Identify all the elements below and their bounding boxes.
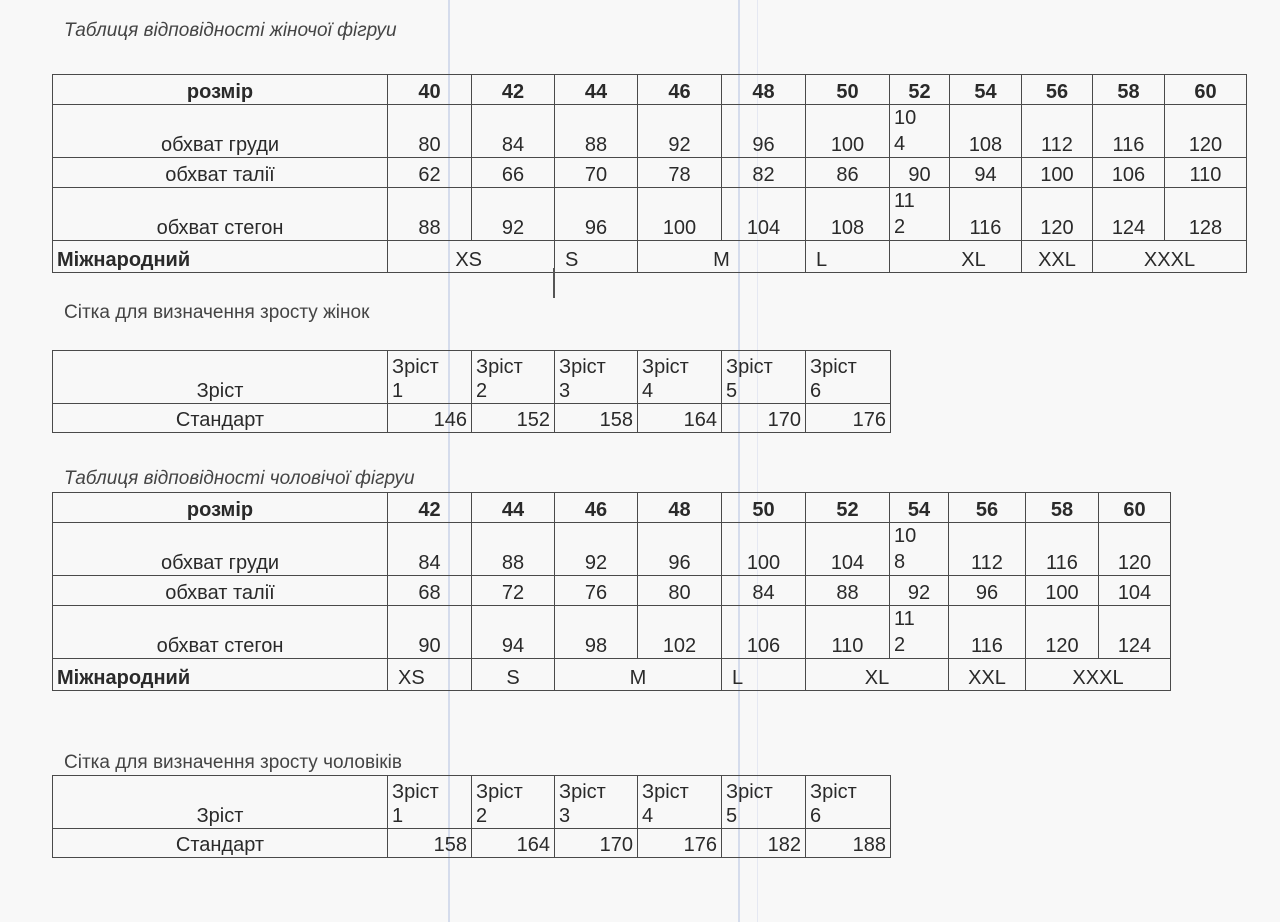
value-cell: 170 <box>722 404 806 433</box>
wrapped-value-cell <box>890 523 949 576</box>
height-number: 1 <box>392 805 404 827</box>
value-cell: 164 <box>472 829 555 858</box>
intl-size: XXL <box>949 659 1026 691</box>
value-cell: 88 <box>388 188 472 241</box>
value-cell: 102 <box>638 606 722 659</box>
value-cell: 120 <box>1099 523 1171 576</box>
height-cell <box>555 776 638 829</box>
value-part: 2 <box>894 634 906 656</box>
table-header-row <box>53 75 1247 105</box>
value-cell: 84 <box>388 523 472 576</box>
intl-size: M <box>638 241 806 273</box>
row-label: обхват груди <box>53 523 388 576</box>
value-cell: 90 <box>388 606 472 659</box>
value-cell: 128 <box>1165 188 1247 241</box>
value-cell: 176 <box>638 829 722 858</box>
value-cell: 116 <box>1093 105 1165 158</box>
size-cell: 42 <box>472 75 555 105</box>
table-header-row <box>53 493 1171 523</box>
men-height-title: Сітка для визначення зросту чоловіків <box>64 752 402 773</box>
value-part: 4 <box>894 133 906 155</box>
wrapped-value-cell <box>890 105 950 158</box>
size-cell: 52 <box>890 75 950 105</box>
women-size-table <box>52 74 1247 273</box>
intl-label: Міжнародний <box>53 659 388 691</box>
value-cell: 104 <box>722 188 806 241</box>
intl-size: XXXL <box>1026 659 1171 691</box>
value-cell: 152 <box>472 404 555 433</box>
intl-size: XL <box>806 659 949 691</box>
height-cell <box>638 776 722 829</box>
value-cell: 176 <box>806 404 891 433</box>
value-cell: 82 <box>722 158 806 188</box>
value-cell: 124 <box>1093 188 1165 241</box>
table-row <box>53 351 891 404</box>
value-cell: 86 <box>806 158 890 188</box>
men-size-table <box>52 492 1171 691</box>
row-label: обхват груди <box>53 105 388 158</box>
table-row <box>53 404 891 433</box>
value-cell: 92 <box>638 105 722 158</box>
value-cell: 100 <box>722 523 806 576</box>
wrapped-value-cell <box>890 606 949 659</box>
size-cell: 44 <box>472 493 555 523</box>
header-label: розмір <box>53 75 388 105</box>
men-height-table <box>52 775 891 858</box>
size-cell: 58 <box>1093 75 1165 105</box>
intl-size: S <box>472 659 555 691</box>
size-cell: 46 <box>555 493 638 523</box>
value-cell: 72 <box>472 576 555 606</box>
size-cell: 56 <box>1022 75 1093 105</box>
table-row <box>53 659 1171 691</box>
table-row <box>53 241 1247 273</box>
value-cell: 80 <box>638 576 722 606</box>
value-cell: 164 <box>638 404 722 433</box>
wrapped-value-cell <box>890 188 950 241</box>
size-cell: 60 <box>1099 493 1171 523</box>
height-number: 1 <box>392 380 404 402</box>
size-cell: 48 <box>638 493 722 523</box>
height-word: Зріст <box>726 356 773 378</box>
height-number: 6 <box>810 805 822 827</box>
men-table-title: Таблиця відповідності чоловічої фігруи <box>64 468 415 489</box>
height-word: Зріст <box>642 781 689 803</box>
value-cell: 116 <box>950 188 1022 241</box>
value-cell: 88 <box>472 523 555 576</box>
height-number: 3 <box>559 380 571 402</box>
size-cell: 54 <box>950 75 1022 105</box>
value-cell: 88 <box>806 576 890 606</box>
women-table-title: Таблиця відповідності жіночої фігруи <box>64 20 397 41</box>
height-number: 2 <box>476 380 488 402</box>
intl-size: XS <box>388 659 472 691</box>
height-number: 4 <box>642 380 654 402</box>
height-word: Зріст <box>476 781 523 803</box>
value-cell: 104 <box>1099 576 1171 606</box>
intl-size: XXXL <box>1093 241 1247 273</box>
value-part: 11 <box>894 190 915 212</box>
height-cell <box>472 776 555 829</box>
height-word: Зріст <box>810 356 857 378</box>
value-cell: 116 <box>1026 523 1099 576</box>
height-word: Зріст <box>476 356 523 378</box>
height-number: 5 <box>726 380 738 402</box>
value-cell: 96 <box>949 576 1026 606</box>
height-cell <box>472 351 555 404</box>
table-row <box>53 576 1171 606</box>
value-cell: 106 <box>1093 158 1165 188</box>
size-cell: 60 <box>1165 75 1247 105</box>
value-part: 10 <box>894 107 917 129</box>
height-cell <box>638 351 722 404</box>
height-cell <box>806 776 891 829</box>
intl-size: L <box>806 241 890 273</box>
intl-size: XS <box>388 241 555 273</box>
height-word: Зріст <box>392 356 439 378</box>
table-row <box>53 776 891 829</box>
value-part: 11 <box>894 608 915 630</box>
intl-label: Міжнародний <box>53 241 388 273</box>
value-cell: 84 <box>722 576 806 606</box>
row-label: обхват талії <box>53 158 388 188</box>
value-cell: 146 <box>388 404 472 433</box>
value-part: 8 <box>894 551 906 573</box>
value-part: 10 <box>894 525 917 547</box>
value-cell: 76 <box>555 576 638 606</box>
value-cell: 100 <box>638 188 722 241</box>
value-cell: 110 <box>1165 158 1247 188</box>
value-cell: 84 <box>472 105 555 158</box>
value-cell: 96 <box>638 523 722 576</box>
row-label: Зріст <box>53 776 388 829</box>
height-cell <box>722 351 806 404</box>
header-label: розмір <box>53 493 388 523</box>
value-cell: 94 <box>472 606 555 659</box>
height-cell <box>722 776 806 829</box>
value-cell: 124 <box>1099 606 1171 659</box>
value-cell: 78 <box>638 158 722 188</box>
value-part: 2 <box>894 216 906 238</box>
value-cell: 92 <box>472 188 555 241</box>
value-cell: 96 <box>722 105 806 158</box>
value-cell: 120 <box>1165 105 1247 158</box>
row-label: обхват талії <box>53 576 388 606</box>
size-cell: 44 <box>555 75 638 105</box>
value-cell: 92 <box>555 523 638 576</box>
height-word: Зріст <box>810 781 857 803</box>
value-cell: 108 <box>950 105 1022 158</box>
value-cell: 100 <box>1026 576 1099 606</box>
row-label: Стандарт <box>53 404 388 433</box>
size-cell: 56 <box>949 493 1026 523</box>
value-cell: 94 <box>950 158 1022 188</box>
row-label: обхват стегон <box>53 606 388 659</box>
height-cell <box>388 776 472 829</box>
height-number: 5 <box>726 805 738 827</box>
value-cell: 62 <box>388 158 472 188</box>
height-word: Зріст <box>559 781 606 803</box>
value-cell: 92 <box>890 576 949 606</box>
intl-size: XL <box>890 241 1022 273</box>
value-cell: 98 <box>555 606 638 659</box>
row-label: обхват стегон <box>53 188 388 241</box>
height-word: Зріст <box>559 356 606 378</box>
intl-size: L <box>722 659 806 691</box>
value-cell: 120 <box>1022 188 1093 241</box>
women-height-title: Сітка для визначення зросту жінок <box>64 302 370 323</box>
row-label: Зріст <box>53 351 388 404</box>
value-cell: 68 <box>388 576 472 606</box>
intl-size: XXL <box>1022 241 1093 273</box>
size-cell: 50 <box>806 75 890 105</box>
table-row <box>53 188 1247 241</box>
height-cell <box>555 351 638 404</box>
value-cell: 70 <box>555 158 638 188</box>
height-word: Зріст <box>726 781 773 803</box>
height-number: 2 <box>476 805 488 827</box>
height-cell <box>806 351 891 404</box>
value-cell: 80 <box>388 105 472 158</box>
height-cell <box>388 351 472 404</box>
value-cell: 120 <box>1026 606 1099 659</box>
height-word: Зріст <box>642 356 689 378</box>
size-cell: 40 <box>388 75 472 105</box>
value-cell: 104 <box>806 523 890 576</box>
size-cell: 46 <box>638 75 722 105</box>
value-cell: 112 <box>949 523 1026 576</box>
intl-size: S <box>555 241 638 273</box>
value-cell: 66 <box>472 158 555 188</box>
value-cell: 158 <box>555 404 638 433</box>
height-number: 4 <box>642 805 654 827</box>
table-row <box>53 606 1171 659</box>
size-cell: 42 <box>388 493 472 523</box>
table-row <box>53 105 1247 158</box>
value-cell: 188 <box>806 829 891 858</box>
table-row <box>53 158 1247 188</box>
value-cell: 100 <box>806 105 890 158</box>
size-cell: 58 <box>1026 493 1099 523</box>
size-cell: 52 <box>806 493 890 523</box>
table-row <box>53 523 1171 576</box>
value-cell: 108 <box>806 188 890 241</box>
vertical-line <box>553 268 555 298</box>
value-cell: 96 <box>555 188 638 241</box>
value-cell: 170 <box>555 829 638 858</box>
height-word: Зріст <box>392 781 439 803</box>
table-row <box>53 829 891 858</box>
women-height-table <box>52 350 891 433</box>
value-cell: 88 <box>555 105 638 158</box>
value-cell: 112 <box>1022 105 1093 158</box>
size-cell: 48 <box>722 75 806 105</box>
value-cell: 182 <box>722 829 806 858</box>
row-label: Стандарт <box>53 829 388 858</box>
value-cell: 116 <box>949 606 1026 659</box>
height-number: 3 <box>559 805 571 827</box>
intl-size: M <box>555 659 722 691</box>
value-cell: 100 <box>1022 158 1093 188</box>
size-cell: 50 <box>722 493 806 523</box>
size-cell: 54 <box>890 493 949 523</box>
value-cell: 106 <box>722 606 806 659</box>
value-cell: 90 <box>890 158 950 188</box>
value-cell: 110 <box>806 606 890 659</box>
value-cell: 158 <box>388 829 472 858</box>
height-number: 6 <box>810 380 822 402</box>
